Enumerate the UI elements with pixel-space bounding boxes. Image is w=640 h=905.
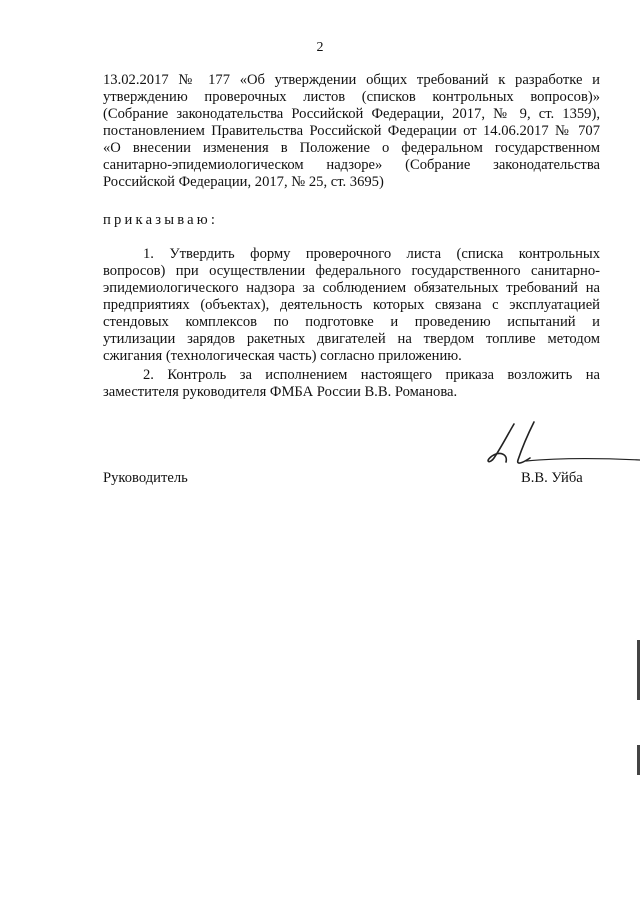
intro-line-6: санитарно-эпидемиологическом надзоре» (Собрание законодательства (103, 157, 600, 173)
item1-line-3: эпидемиологического надзора за соблюдением обязательных требований на (103, 280, 600, 296)
item1-line-2: вопросов) при осуществлении федерального государственного санитарно- (103, 263, 600, 279)
item1-line-4: предприятиях (объектах), деятельность которых связана с эксплуатацией (103, 297, 600, 313)
intro-line-5: «О внесении изменения в Положение о федеральном государственном (103, 140, 600, 156)
page-number: 2 (316, 40, 324, 55)
intro-line-3: (Собрание законодательства Российской Федерации, 2017, № 9, ст. 1359), (103, 106, 600, 122)
signatory-role: Руководитель (103, 470, 188, 486)
handwritten-signature-icon (478, 418, 640, 470)
item1-line-6: утилизации зарядов ракетных двигателей на твердом топливе методом (103, 331, 600, 347)
intro-line-7: Российской Федерации, 2017, № 25, ст. 3695) (103, 174, 384, 190)
item1-line-1: 1. Утвердить форму проверочного листа (списка контрольных (143, 246, 600, 262)
intro-line-4: постановлением Правительства Российской Федерации от 14.06.2017 № 707 (103, 123, 600, 139)
signatory-name: В.В. Уйба (521, 470, 583, 486)
intro-line-1: 13.02.2017 № 177 «Об утверждении общих требований к разработке и (103, 72, 600, 88)
intro-line-2: утверждению проверочных листов (списков контрольных вопросов)» (103, 89, 600, 105)
item2-line-2: заместителя руководителя ФМБА России В.В. Романова. (103, 384, 458, 400)
item2-line-1: 2. Контроль за исполнением настоящего приказа возложить на (143, 367, 600, 383)
item1-line-7: сжигания (технологическая часть) согласно приложению. (103, 348, 462, 364)
item1-line-5: стендовых комплексов по подготовке и проведению испытаний и (103, 314, 600, 330)
order-word: приказываю: (103, 212, 219, 228)
